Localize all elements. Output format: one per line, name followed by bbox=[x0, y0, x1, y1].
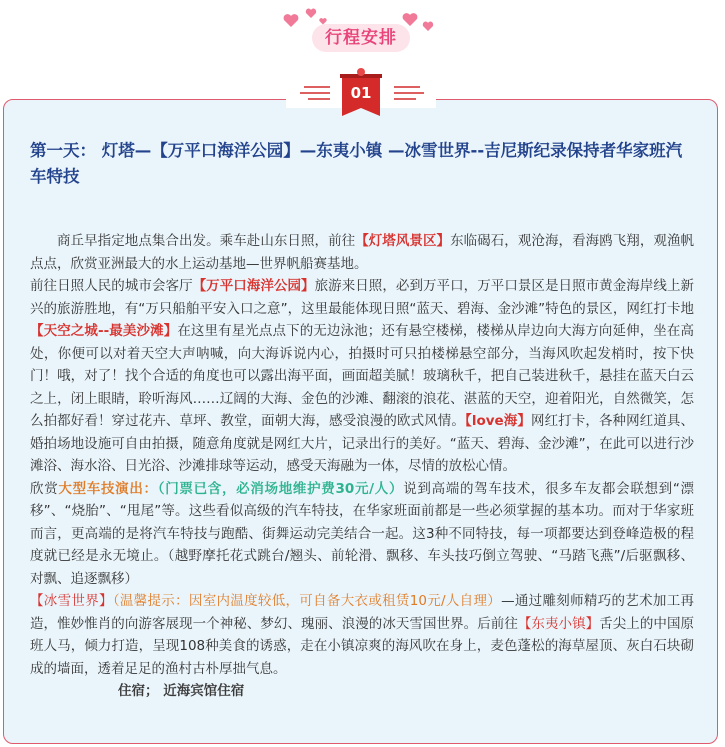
heart-icon bbox=[403, 13, 418, 26]
section-title: 行程安排 bbox=[312, 24, 410, 52]
heart-icon bbox=[423, 22, 433, 31]
text: 舌尖上的中国原班人马，倾力打造，呈现108种美食的诱惑，走在小镇凉爽的海风吹在身上，麦色蓬松的海草屋顶、灰白石块砌成的墙面，透着足足的渔村古朴厚拙气息。 bbox=[30, 615, 694, 677]
text: 商丘早指定地点集合出发。乘车赴山东日照，前往 bbox=[57, 233, 356, 249]
day-number: 01 bbox=[350, 84, 372, 102]
highlight-car-show: 大型车技演出： bbox=[58, 480, 158, 497]
highlight-ticket-note: （门票已含，必消场地维护费30元/人） bbox=[157, 480, 404, 497]
highlight-sky-city: 【天空之城--最美沙滩】 bbox=[30, 323, 178, 339]
warm-tip: （温馨提示：因室内温度较低，可自备大衣或租赁10元/人自理） bbox=[112, 593, 502, 609]
paragraph-car-show bbox=[30, 478, 694, 591]
day-content bbox=[30, 138, 694, 703]
text: —通过雕刻师精巧的艺术加工再造，惟妙惟肖的向游客展现一个神秘、梦幻、瑰丽、浪漫的冰天雪国世界。后前往 bbox=[30, 593, 695, 632]
highlight-lighthouse: 【灯塔风景区】 bbox=[355, 233, 451, 249]
heart-icon bbox=[284, 14, 299, 27]
text: 欣赏 bbox=[30, 480, 59, 497]
highlight-ice-world: 【冰雪世界】 bbox=[30, 593, 113, 609]
paragraph-lighthouse bbox=[30, 230, 694, 275]
heart-icon bbox=[306, 9, 316, 18]
day-title: 第一天： 灯塔—【万平口海洋公园】—东夷小镇 —冰雪世界--吉尼斯纪录保持者华家班汽车特技 bbox=[30, 141, 683, 186]
paragraph-ice-world bbox=[30, 590, 694, 680]
highlight-dongyi-town: 【东夷小镇】 bbox=[517, 615, 600, 632]
text: 说到高端的驾车技术，很多车友都会联想到“漂移”、“烧胎”、“甩尾”等。这些看似高级的汽车特技，在华家班面前都是一些必须掌握的基本功。而对于华家班而言，更高端的是将汽车特技与跑酷、街舞运动完美结合一起。这3种不同特技，每一项都要达到登峰造极的程度就已经是永无境止。（越野摩托花式跳台/翘头、前轮滑、飘移、车头技巧倒立驾驶、“马踏飞燕”/后驱飘移、对飘、追逐飘移） bbox=[30, 480, 695, 587]
highlight-love-sea: 【love海】 bbox=[465, 413, 531, 429]
highlight-wanpingkou: 【万平口海洋公园】 bbox=[192, 278, 315, 294]
accommodation: 住宿； 近海宾馆住宿 bbox=[118, 683, 245, 699]
decor-lines-left bbox=[300, 84, 332, 102]
text: 网红打卡，各种网红道具、婚拍场地设施可自由拍摄，随意角度就是网红大片，记录出行的美好。“蓝天、碧海、金沙滩”，在此可以进行沙滩浴、海水浴、日光浴、沙滩排球等运动，感受天海融为一体，尽情的放松心情。 bbox=[30, 413, 695, 474]
paragraph-wanpingkou bbox=[30, 275, 694, 478]
decor-lines-right bbox=[392, 84, 424, 102]
text: 东临碣石，观沧海，看海鸥飞翔，观渔帆点点，欣赏亚洲最大的水上运动基地—世界帆船赛基地。 bbox=[30, 233, 695, 272]
text: 前往日照人民的城市会客厅 bbox=[30, 278, 193, 294]
text: 在这里有星光点点下的无边泳池；还有悬空楼梯，楼梯从岸边向大海方向延伸，坐在高处，你便可以对着天空大声呐喊，向大海诉说内心，拍摄时可只拍楼梯悬空部分，当海风吹起发梢时，按下快门！哦，对了！找个合适的角度也可以露出海平面，画面超美腻！玻璃秋千，把自己装进秋千，悬挂在蓝天白云之上，闭上眼睛，聆听海风……辽阔的大海、金色的沙滩、翻滚的浪花、湛蓝的天空，迎着阳光，自然微笑，怎么拍都好看！穿过花卉、草坪、教堂，面朝大海，感受浪漫的欧式风情。 bbox=[30, 323, 694, 429]
text: 旅游来日照，必到万平口，万平口景区是日照市黄金海岸线上新兴的旅游胜地，有“万只船舶平安入口之意”，这里最能体现日照“蓝天、碧海、金沙滩”特色的景区，网红打卡地 bbox=[30, 278, 694, 317]
